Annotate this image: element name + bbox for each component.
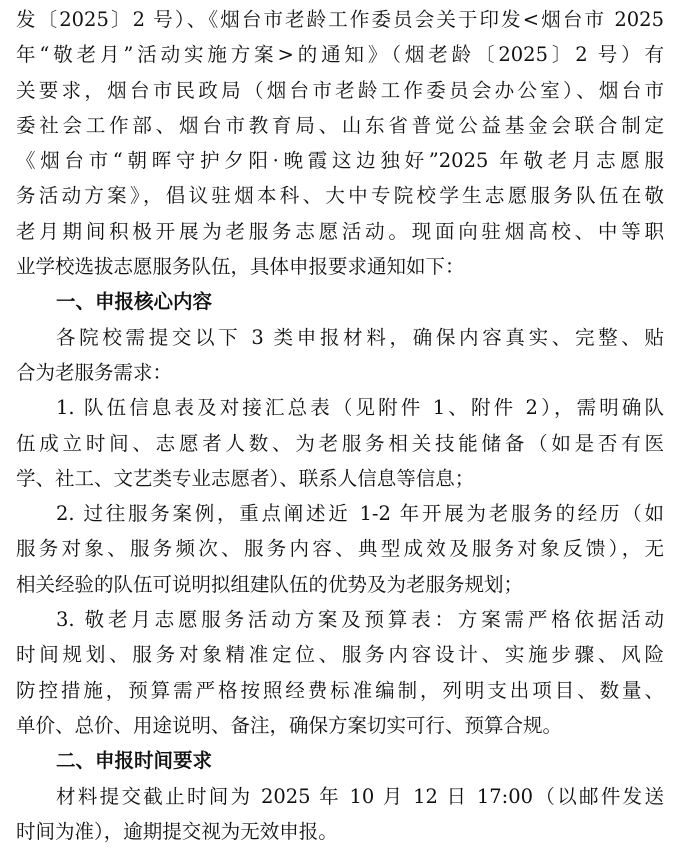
- text-line: 时间为准），逾期提交视为无效申报。: [16, 819, 338, 843]
- text-line: 合为老服务需求：: [16, 360, 173, 384]
- text-line: 各院校需提交以下 3 类申报材料，确保内容真实、完整、贴: [56, 325, 664, 349]
- text-line: 材料提交截止时间为 2025 年 10 月 12 日 17:00（以邮件发送: [56, 784, 664, 808]
- document-page: [16, 2, 664, 849]
- text-line: 时间规划、服务对象精准定位、服务内容设计、实施步骤、风险: [16, 643, 664, 667]
- text-line: 年“敬老月”活动实施方案>的通知》（烟老龄〔2025〕2 号）有: [16, 43, 664, 67]
- list-item-past-cases: [16, 496, 664, 602]
- text-line: 委社会工作部、烟台市教育局、山东省普觉公益基金会联合制定: [16, 113, 664, 137]
- text-line: 防控措施，预算需严格按照经费标准编制，列明支出项目、数量、: [16, 678, 664, 702]
- list-item-team-info: [16, 390, 664, 496]
- text-line: 2. 过往服务案例，重点阐述近 1-2 年开展为老服务的经历（如: [56, 502, 664, 526]
- section1-lead-paragraph: [16, 320, 664, 391]
- text-line: 1. 队伍信息表及对接汇总表（见附件 1、附件 2），需明确队: [56, 396, 664, 420]
- text-line: 发〔2025〕2 号）、《烟台市老龄工作委员会关于印发<烟台市 2025: [16, 8, 664, 31]
- text-line: 服务对象、服务频次、服务内容、典型成效及服务对象反馈），无: [16, 537, 664, 561]
- text-line: 关要求，烟台市民政局（烟台市老龄工作委员会办公室）、烟台市: [16, 78, 664, 102]
- section2-paragraph: [16, 779, 664, 849]
- text-line: 务活动方案》，倡议驻烟本科、大中专院校学生志愿服务队伍在敬: [16, 184, 664, 208]
- section-heading-time-requirements: 二、申报时间要求: [56, 749, 213, 773]
- text-line: 3. 敬老月志愿服务活动方案及预算表：方案需严格依据活动: [56, 608, 664, 632]
- text-line: 业学校选拔志愿服务队伍，具体申报要求通知如下：: [16, 255, 465, 279]
- intro-paragraph: [16, 2, 664, 284]
- text-line: 老月期间积极开展为老服务志愿活动。现面向驻烟高校、中等职: [16, 219, 664, 243]
- section-heading-core-content: 一、申报核心内容: [56, 290, 213, 314]
- text-line: 单价、总价、用途说明、备注，确保方案切实可行、预算合规。: [16, 713, 563, 737]
- text-line: 学、社工、文艺类专业志愿者）、联系人信息等信息；: [16, 466, 475, 490]
- text-line: 《烟台市“朝晖守护夕阳·晚霞这边独好”2025 年敬老月志愿服: [16, 149, 664, 173]
- text-line: 伍成立时间、志愿者人数、为老服务相关技能储备（如是否有医: [16, 431, 664, 455]
- text-line: 相关经验的队伍可说明拟组建队伍的优势及为老服务规划；: [16, 572, 524, 596]
- list-item-activity-plan: [16, 602, 664, 743]
